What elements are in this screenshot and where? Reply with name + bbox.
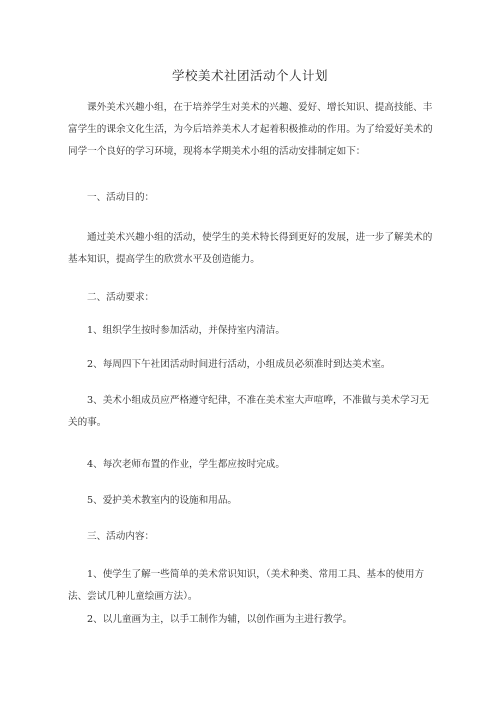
requirement-item: 5、爱护美术教室内的设施和用品。 (87, 495, 238, 506)
section-heading-content: 三、活动内容： (87, 531, 155, 542)
requirement-item: 3、美术小组成员应严格遵守纪律，不准在美术室大声喧哗，不准做与美术学习无 关的事。 (68, 395, 429, 428)
content-item: 2、以儿童画为主，以手工制作为辅，以创作画为主进行教学。 (87, 614, 353, 625)
intro-line: 富学生的课余文化生活，为今后培养美术人才起着积极推动的作用。为了给爱好美术的 (68, 124, 433, 135)
requirement-item: 2、每周四下午社团活动时间进行活动，小组成员必须准时到达美术室。 (87, 359, 391, 370)
requirement-item: 1、组织学生按时参加活动，并保持室内清洁。 (87, 325, 285, 336)
section-heading-requirements: 二、活动要求： (87, 292, 155, 303)
purpose-paragraph (68, 227, 433, 271)
content-item: 1、使学生了解一些简单的美术常识知识，（美术种类、常用工具、基本的使用方 法、尝试几种儿童绘画方法）。 (68, 569, 425, 602)
purpose-line: 通过美术兴趣小组的活动，使学生的美术特长得到更好的发展，进一步了解美术的 (87, 232, 433, 243)
intro-paragraph (68, 97, 433, 163)
intro-line: 课外美术兴趣小组，在于培养学生对美术的兴趣、爱好、增长知识、提高技能、丰 (87, 102, 433, 113)
section-heading-purpose: 一、活动目的： (87, 192, 155, 203)
purpose-line: 基本知识，提高学生的欣赏水平及创造能力。 (68, 254, 260, 265)
intro-line: 同学一个良好的学习环境，现将本学期美术小组的活动安排制定如下： (68, 146, 366, 157)
page-title: 学校美术社团活动个人计划 (171, 68, 328, 83)
requirement-item: 4、每次老师布置的作业，学生都应按时完成。 (87, 459, 285, 470)
